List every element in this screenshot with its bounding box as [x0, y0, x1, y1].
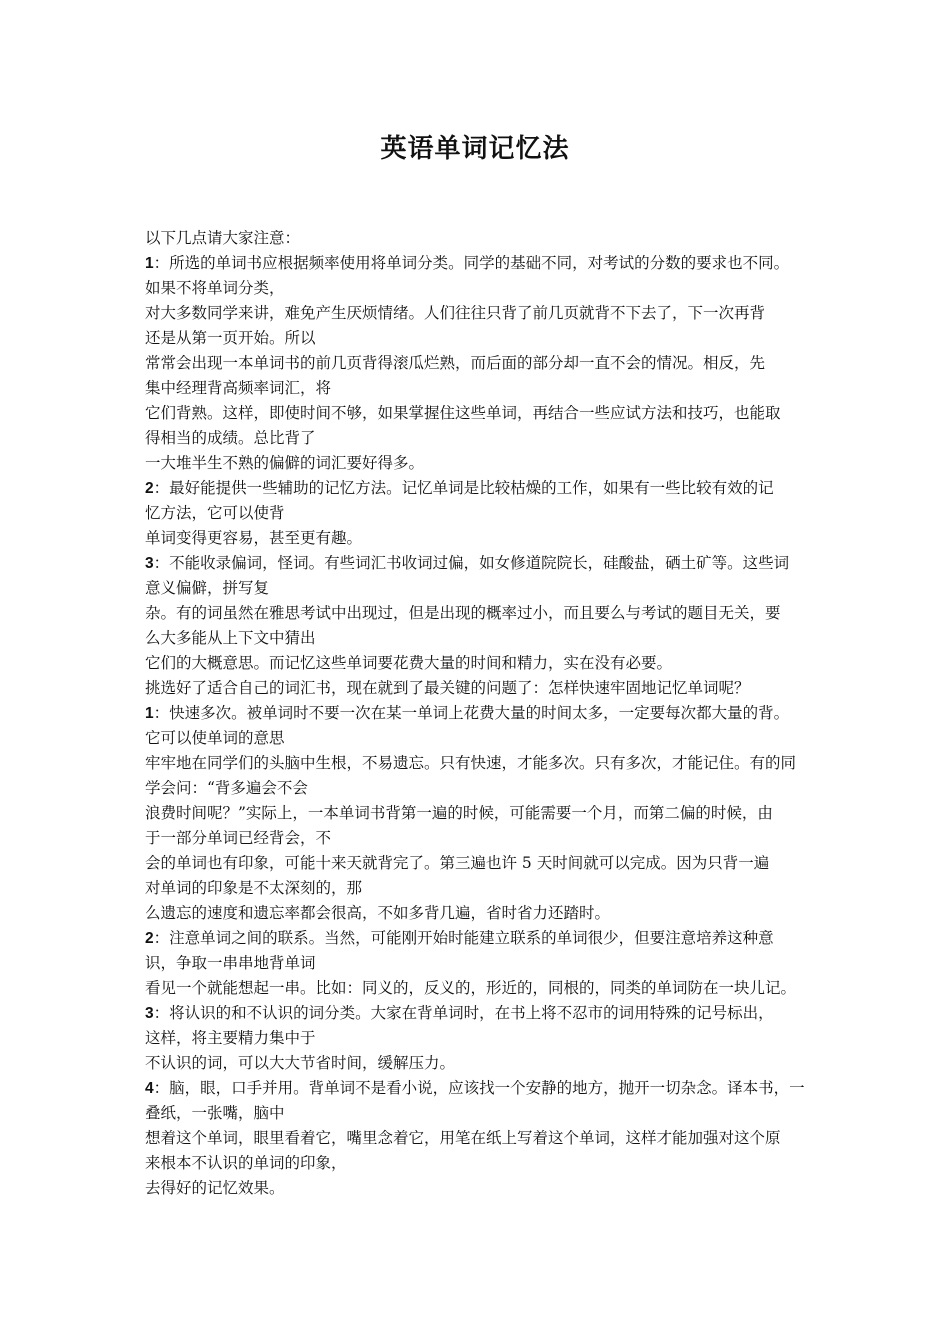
list-text: ：快速多次。被单词时不要一次在某一单词上花费大量的时间太多，一定要每次都大量的背。: [153, 704, 790, 722]
text-line: 还是从第一页开始。所以: [145, 329, 316, 347]
list-number: 1: [145, 705, 154, 722]
text-line: 它们背熟。这样，即使时间不够，如果掌握住这些单词，再结合一些应试方法和技巧，也能取: [145, 404, 781, 422]
list-number: 2: [145, 930, 154, 947]
list-number: 3: [145, 555, 154, 572]
text-line: 么大多能从上下文中猜出: [145, 629, 316, 647]
text-line: 想着这个单词，眼里看着它，嘴里念着它，用笔在纸上写着这个单词，这样才能加强对这个原: [145, 1129, 781, 1147]
text-line: 识，争取一串串地背单词: [145, 954, 316, 972]
text-line: 这样，将主要精力集中于: [145, 1029, 316, 1047]
text-line: 去得好的记忆效果。: [145, 1179, 285, 1197]
text-line: 意义偏僻，拼写复: [145, 579, 270, 597]
text-line: 不认识的词，可以大大节省时间，缓解压力。: [145, 1054, 456, 1072]
text-line: 如果不将单词分类，: [145, 279, 285, 297]
text-line: 来根本不认识的单词的印象，: [145, 1154, 347, 1172]
text-line: [145, 551, 820, 576]
text-line: 它可以使单词的意思: [145, 729, 285, 747]
text-line: 叠纸，一张嘴，脑中: [145, 1104, 285, 1122]
text-line: [145, 926, 820, 951]
list-text: ：脑，眼，口手并用。背单词不是看小说，应该找一个安静的地方，抛开一切杂念。译本书，一: [153, 1079, 805, 1097]
text-line: 于一部分单词已经背会，不: [145, 829, 332, 847]
text-line: [145, 476, 820, 501]
text-line: [145, 251, 820, 276]
document-title: 英语单词记忆法: [380, 134, 570, 164]
text-line: 浪费时间呢？”实际上，一本单词书背第一遍的时候，可能需要一个月，而第二偏的时候，由: [145, 804, 773, 822]
list-number: 2: [145, 480, 154, 497]
list-text: ：不能收录偏词，怪词。有些词汇书收词过偏，如女修道院院长，硅酸盐，硒土矿等。这些词: [153, 554, 790, 572]
text-line: 牢牢地在同学们的头脑中生根，不易遗忘。只有快速，才能多次。只有多次，才能记住。有的同: [145, 754, 797, 772]
text-line: 学会问：“背多遍会不会: [145, 779, 308, 797]
text-line: 以下几点请大家注意：: [145, 229, 301, 247]
text-line: 一大堆半生不熟的偏僻的词汇要好得多。: [145, 454, 425, 472]
text-line: 它们的大概意思。而记忆这些单词要花费大量的时间和精力，实在没有必要。: [145, 654, 673, 672]
text-line: 么遗忘的速度和遗忘率都会很高，不如多背几遍，省时省力还踏时。: [145, 904, 611, 922]
text-line: 对单词的印象是不太深刻的，那: [145, 879, 363, 897]
text-line: [145, 701, 820, 726]
text-line: 挑选好了适合自己的词汇书，现在就到了最关键的问题了：怎样快速牢固地记忆单词呢？: [145, 679, 750, 697]
list-number: 1: [145, 255, 154, 272]
list-number: 4: [145, 1080, 154, 1097]
list-text: ：将认识的和不认识的词分类。大家在背单词时，在书上将不忍市的词用特殊的记号标出，: [153, 1004, 774, 1022]
list-text: ：最好能提供一些辅助的记忆方法。记忆单词是比较枯燥的工作，如果有一些比较有效的记: [153, 479, 774, 497]
text-line: [145, 1076, 820, 1101]
text-line: 得相当的成绩。总比背了: [145, 429, 316, 447]
text-line: 单词变得更容易，甚至更有趣。: [145, 529, 363, 547]
text-line: 忆方法，它可以使背: [145, 504, 285, 522]
text-line: 杂。有的词虽然在雅思考试中出现过，但是出现的概率过小，而且要么与考试的题目无关，要: [145, 604, 781, 622]
text-line: [145, 1001, 820, 1026]
text-line: 对大多数同学来讲，难免产生厌烦情绪。人们往往只背了前几页就背不下去了，下一次再背: [145, 304, 766, 322]
text-line: 集中经理背高频率词汇，将: [145, 379, 332, 397]
list-number: 3: [145, 1005, 154, 1022]
document-body: [145, 226, 820, 1201]
text-line: 看见一个就能想起一串。比如：同义的，反义的，形近的，同根的，同类的单词防在一块儿记。: [145, 979, 797, 997]
text-line: 会的单词也有印象，可能十来天就背完了。第三遍也许 5 天时间就可以完成。因为只背一遍: [145, 854, 770, 872]
text-line: 常常会出现一本单词书的前几页背得滚瓜烂熟，而后面的部分却一直不会的情况。相反，先: [145, 354, 766, 372]
list-text: ：所选的单词书应根据频率使用将单词分类。同学的基础不同，对考试的分数的要求也不同。: [153, 254, 790, 272]
list-text: ：注意单词之间的联系。当然，可能刚开始时能建立联系的单词很少，但要注意培养这种意: [153, 929, 774, 947]
